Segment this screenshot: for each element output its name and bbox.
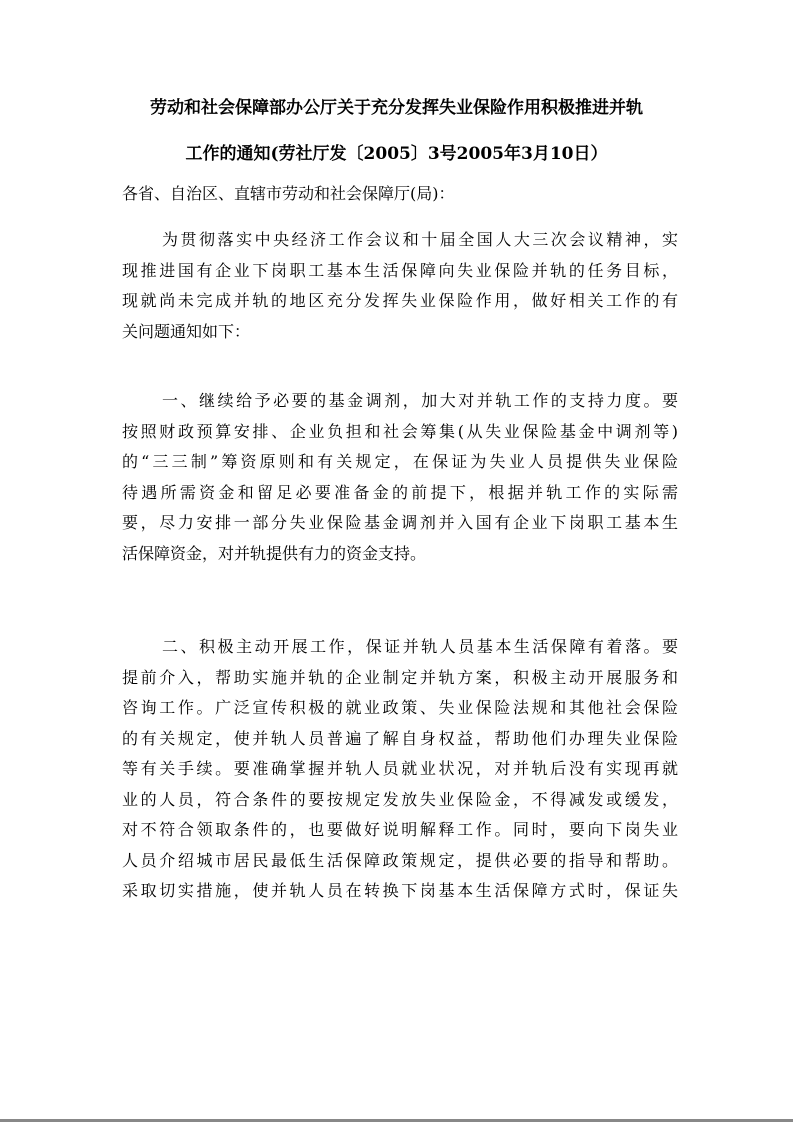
paragraph-line: 对不符合领取条件的，也要做好说明解释工作。同时，要向下岗失业 [122, 820, 678, 839]
paragraph-3 [122, 632, 678, 907]
paragraph-1 [122, 225, 678, 347]
paragraph-2 [122, 386, 678, 569]
paragraph-line: 现推进国有企业下岗职工基本生活保障向失业保险并轨的任务目标， [122, 260, 678, 280]
paragraph-line: 待遇所需资金和留足必要准备金的前提下，根据并轨工作的实际需 [122, 482, 678, 502]
paragraph-line: 咨询工作。广泛宣传积极的就业政策、失业保险法规和其他社会保险 [122, 698, 678, 717]
paragraph-line: 的“三三制”筹资原则和有关规定，在保证为失业人员提供失业保险 [122, 452, 678, 471]
paragraph-line: 人员介绍城市居民最低生活保障政策规定，提供必要的指导和帮助。 [122, 850, 678, 870]
paragraph-line: 的有关规定，使并轨人员普遍了解自身权益，帮助他们办理失业保险 [122, 728, 678, 748]
salutation: 各省、自治区、直辖市劳动和社会保障厅(局)： [122, 184, 455, 203]
paragraph-line: 采取切实措施，使并轨人员在转换下岗基本生活保障方式时，保证失 [122, 881, 678, 900]
paragraph-line: 业的人员，符合条件的要按规定发放失业保险金，不得减发或缓发， [122, 789, 678, 809]
document-title-line-2: 工作的通知(劳社厅发〔2005〕3号2005年3月10日） [185, 144, 608, 164]
paragraph-line: 现就尚未完成并轨的地区充分发挥失业保险作用，做好相关工作的有 [122, 291, 678, 310]
document-title-line-1: 劳动和社会保障部办公厅关于充分发挥失业保险作用积极推进并轨 [150, 98, 643, 118]
paragraph-line: 等有关手续。要准确掌握并轨人员就业状况，对并轨后没有实现再就 [122, 759, 678, 778]
paragraph-line: 按照财政预算安排、企业负担和社会筹集(从失业保险基金中调剂等) [122, 421, 678, 441]
paragraph-line: 二、积极主动开展工作，保证并轨人员基本生活保障有着落。要 [162, 637, 678, 656]
paragraph-line: 活保障资金，对并轨提供有力的资金支持。 [122, 543, 427, 563]
paragraph-line: 一、继续给予必要的基金调剂，加大对并轨工作的支持力度。要 [162, 391, 678, 410]
paragraph-line: 为贯彻落实中央经济工作会议和十届全国人大三次会议精神，实 [162, 230, 678, 249]
paragraph-line: 关问题通知如下： [122, 321, 251, 341]
paragraph-line: 要，尽力安排一部分失业保险基金调剂并入国有企业下岗职工基本生 [122, 513, 678, 532]
paragraph-line: 提前介入，帮助实施并轨的企业制定并轨方案，积极主动开展服务和 [122, 667, 678, 687]
